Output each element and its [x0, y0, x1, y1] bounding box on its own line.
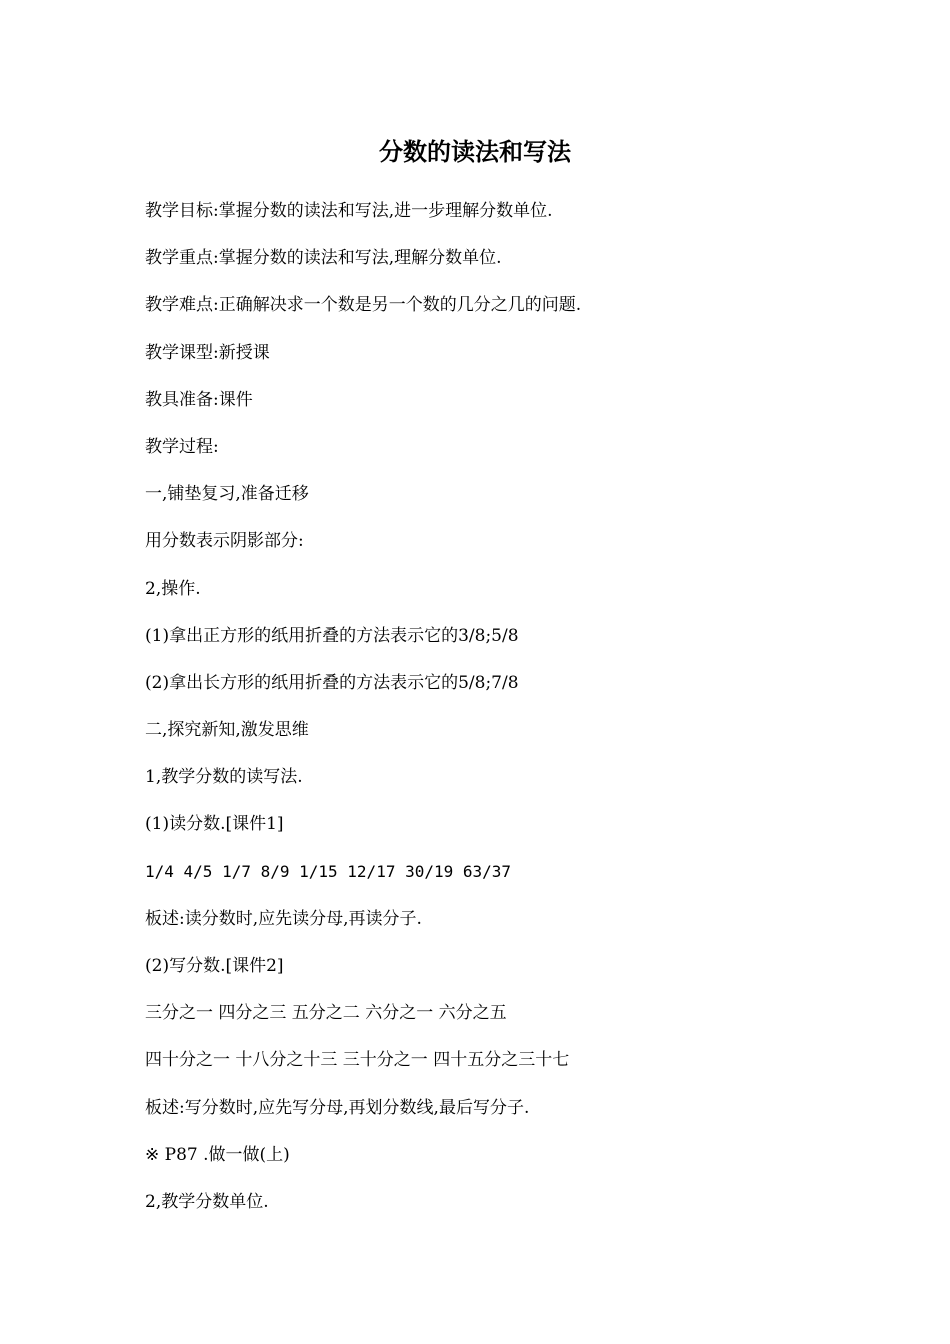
text-line-read-fractions: (1)读分数.[课件1] — [145, 814, 284, 835]
text-line-shaded-part: 用分数表示阴影部分: — [145, 531, 304, 552]
text-line-read-write-method: 1,教学分数的读写法. — [145, 767, 303, 788]
text-line-teaching-goal: 教学目标:掌握分数的读法和写法,进一步理解分数单位. — [145, 201, 553, 221]
text-line-fraction-words-2: 四十分之一 十八分之十三 三十分之一 四十五分之三十七 — [145, 1050, 570, 1071]
text-line-writing-rule: 板述:写分数时,应先写分母,再划分数线,最后写分子. — [145, 1097, 530, 1118]
text-line-fraction-unit: 2,教学分数单位. — [145, 1191, 269, 1212]
text-line-teaching-aids: 教具准备:课件 — [145, 389, 253, 410]
text-line-reading-rule: 板述:读分数时,应先读分母,再读分子. — [145, 908, 422, 929]
text-line-section-one-heading: 一,铺垫复习,准备迁移 — [145, 484, 309, 505]
text-line-square-paper: (1)拿出正方形的纸用折叠的方法表示它的3/8;5/8 — [145, 625, 519, 646]
text-line-teaching-difficulty: 教学难点:正确解决求一个数是另一个数的几分之几的问题. — [145, 295, 582, 316]
text-line-lesson-type: 教学课型:新授课 — [145, 342, 270, 363]
text-line-section-two-heading: 二,探究新知,激发思维 — [145, 720, 309, 741]
text-line-write-fractions: (2)写分数.[课件2] — [145, 956, 284, 976]
text-line-fraction-list: 1/4 4/5 1/7 8/9 1/15 12/17 30/19 63/37 — [145, 861, 512, 881]
text-line-exercise-reference: ※ P87 .做一做(上) — [145, 1144, 290, 1165]
text-line-teaching-focus: 教学重点:掌握分数的读法和写法,理解分数单位. — [145, 248, 502, 269]
document-title: 分数的读法和写法 — [379, 137, 571, 166]
text-line-rectangle-paper: (2)拿出长方形的纸用折叠的方法表示它的5/8;7/8 — [145, 672, 519, 693]
text-line-fraction-words-1: 三分之一 四分之三 五分之二 六分之一 六分之五 — [145, 1003, 507, 1024]
text-line-operation: 2,操作. — [145, 578, 201, 599]
text-line-teaching-process: 教学过程: — [145, 436, 219, 457]
document-body — [145, 197, 865, 1235]
